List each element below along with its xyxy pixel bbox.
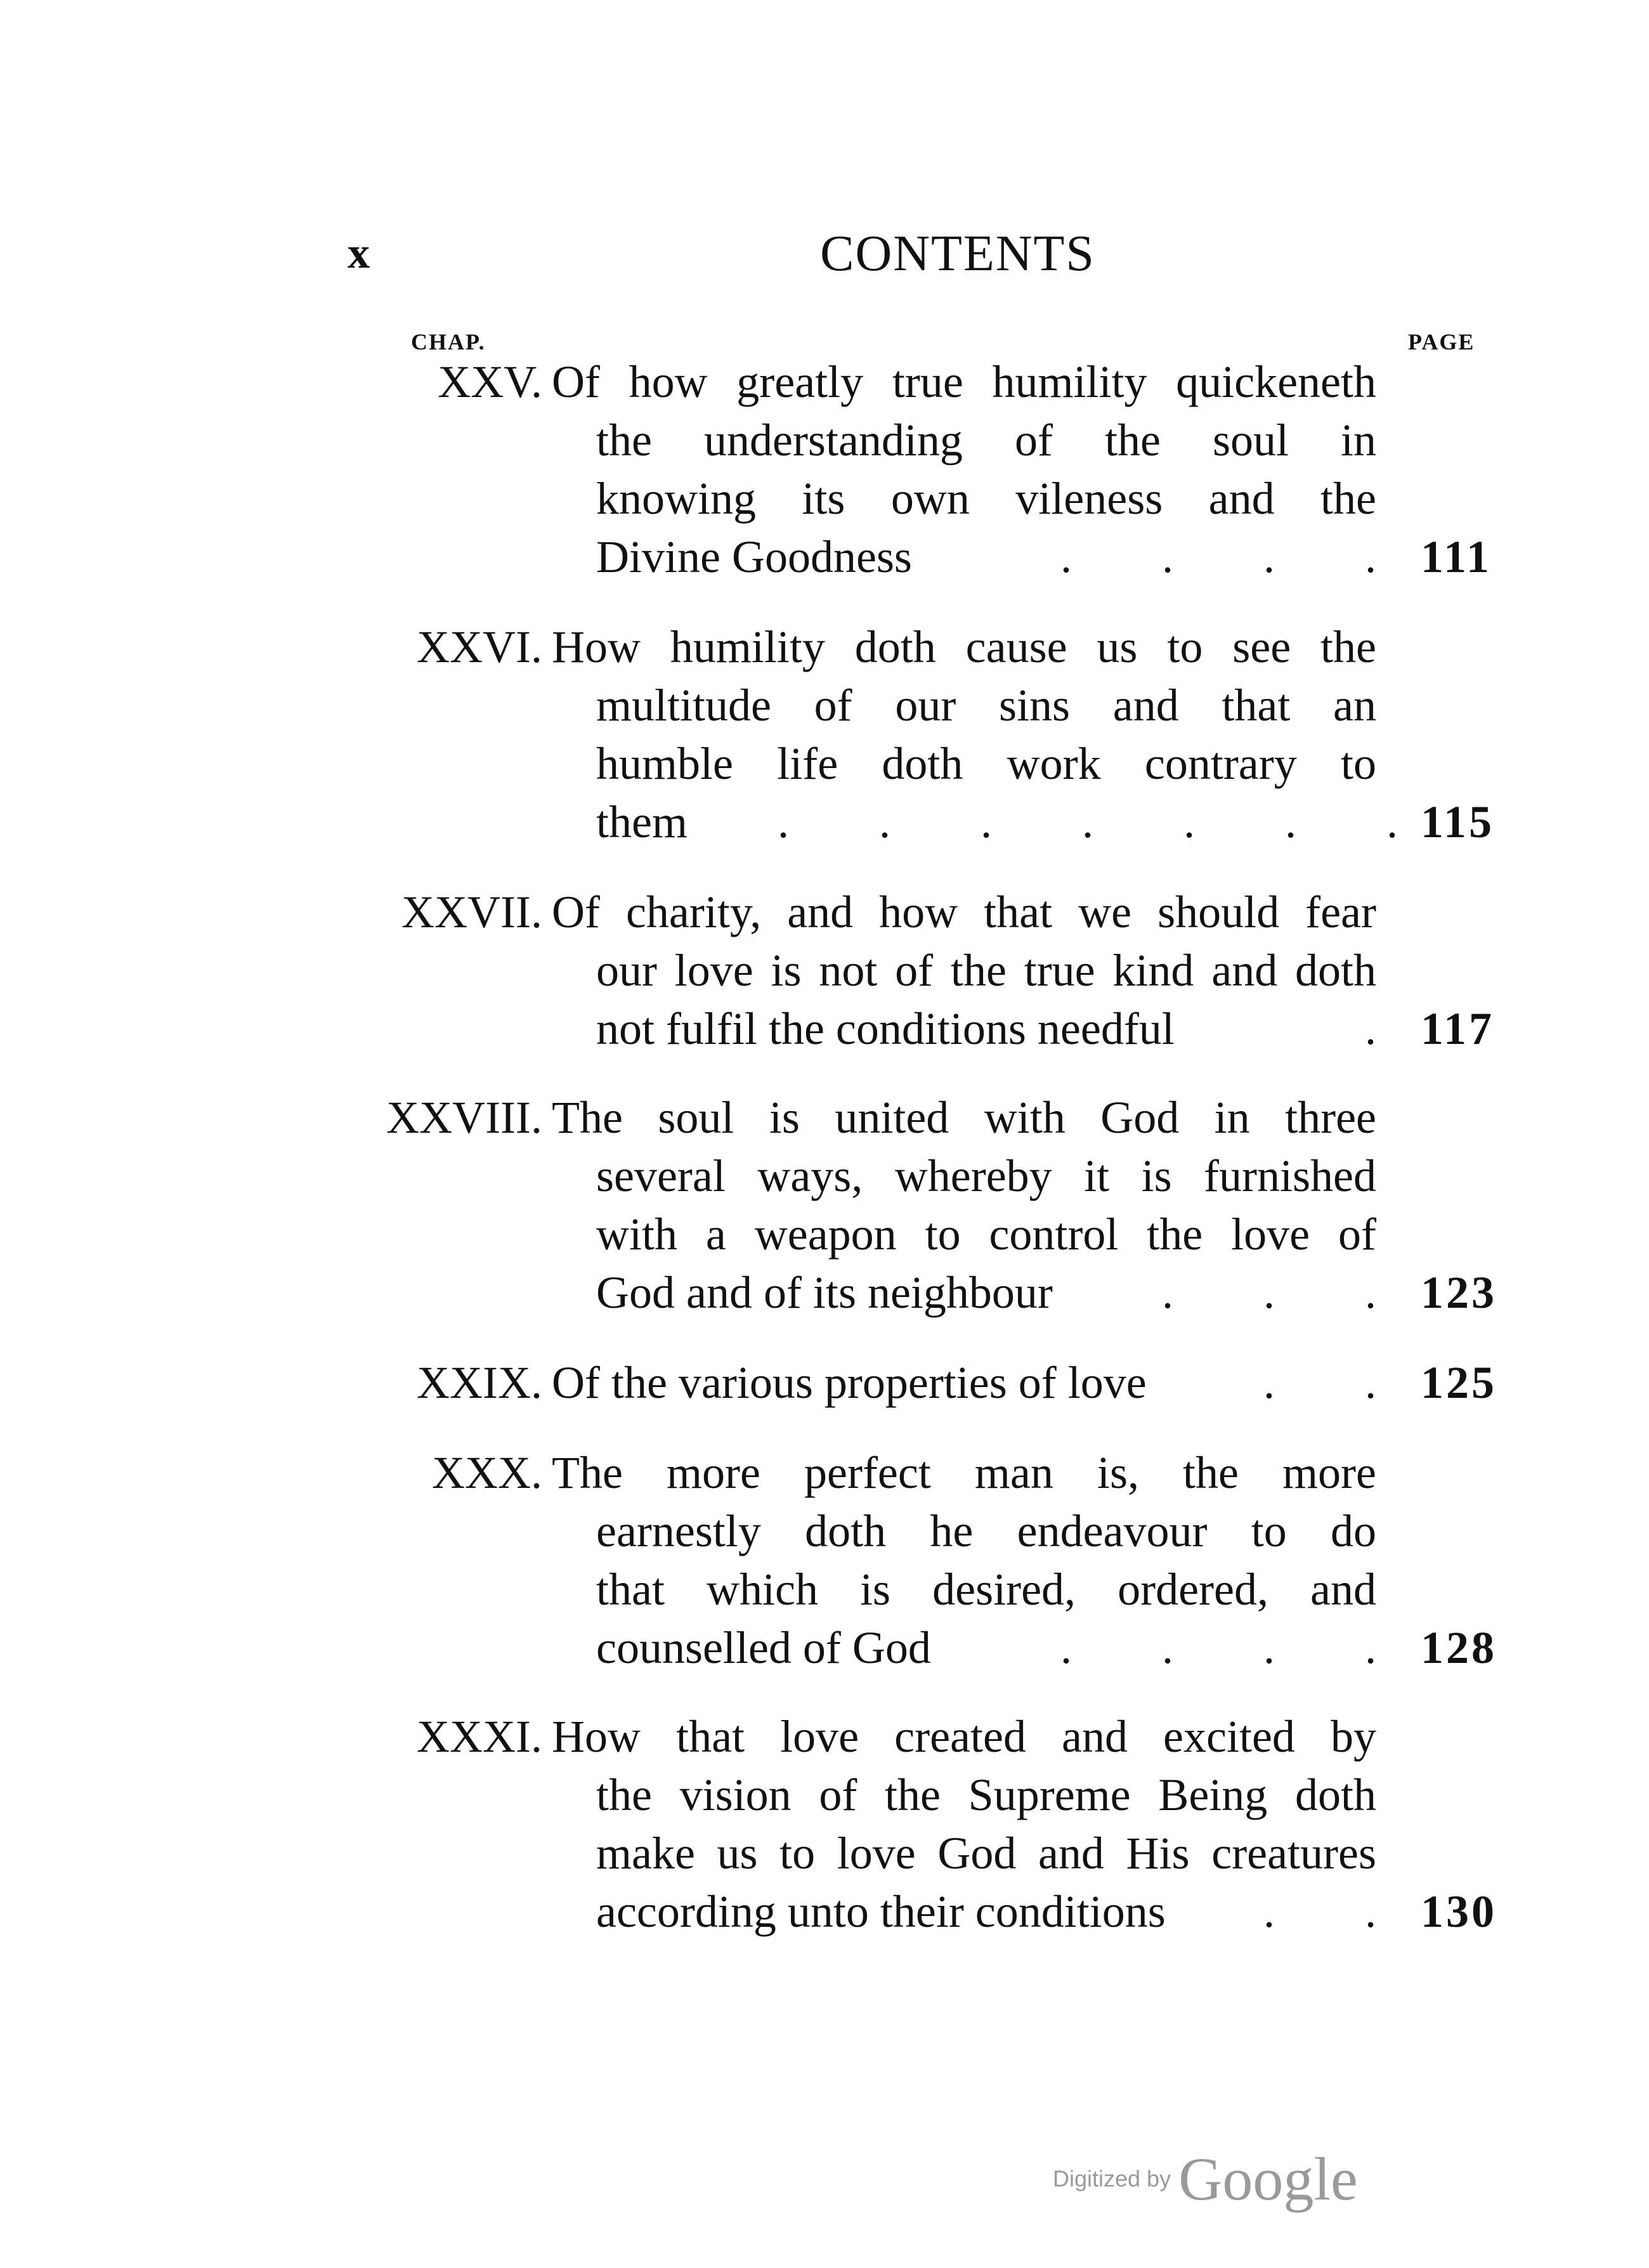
entry-line: humble life doth work contrary to [596, 738, 1376, 789]
entry-last-line [552, 1353, 1376, 1412]
entry-line: How humility doth cause us to see the [552, 622, 1376, 672]
entry-line: Of the various properties of love [552, 1357, 1147, 1408]
entry-line: the understanding of the soul in [596, 415, 1376, 466]
entry-line: How that love created and excited by [552, 1711, 1376, 1762]
entry-last-line [552, 1619, 1376, 1677]
chapter-numeral: XXXI. [417, 1711, 542, 1762]
entry-line: The more perfect man is, the more [552, 1447, 1376, 1498]
dot-leader: . [1365, 1003, 1376, 1054]
dot-leader: . . [1263, 1357, 1376, 1408]
entry-line: our love is not of the true kind and doth [596, 945, 1376, 996]
chapter-numeral: XXVI. [417, 622, 542, 672]
page-number: x [348, 229, 370, 278]
entry-line: The soul is united with God in three [552, 1092, 1376, 1143]
dot-leader: . . [1263, 1886, 1376, 1937]
dot-leader: . . . . [1060, 1622, 1376, 1673]
entry-line: make us to love God and His creatures [596, 1828, 1376, 1879]
entry-line: multitude of our sins and that an [596, 680, 1376, 731]
running-head: CONTENTS [820, 226, 1095, 282]
chapter-numeral: XXVII. [401, 887, 542, 937]
page-ref: 115 [1421, 797, 1495, 847]
page-ref: 123 [1421, 1267, 1497, 1318]
page-ref: 130 [1421, 1886, 1497, 1937]
entry-line: not fulfil the conditions needful [596, 1003, 1175, 1054]
page-ref: 128 [1421, 1622, 1497, 1673]
chap-column-label: CHAP. [411, 329, 486, 355]
chapter-numeral: XXV. [438, 356, 542, 407]
entry-line: knowing its own vileness and the [596, 473, 1376, 524]
entry-line: Divine Goodness [596, 531, 912, 582]
chapter-numeral: XXIX. [417, 1357, 542, 1408]
entry-line: Of charity, and how that we should fear [552, 887, 1376, 937]
entry-line: earnestly doth he endeavour to do [596, 1506, 1376, 1556]
entry-last-line [552, 1000, 1376, 1058]
digitized-watermark [1053, 2144, 1358, 2214]
entry-line: God and of its neighbour [596, 1267, 1053, 1318]
chapter-numeral: XXVIII. [386, 1092, 542, 1143]
entry-line: according unto their conditions [596, 1886, 1166, 1937]
entry-line: with a weapon to control the love of [596, 1209, 1376, 1260]
entry-last-line [552, 528, 1376, 586]
page-column-label: PAGE [1408, 329, 1475, 355]
dot-leader: . . . [1162, 1267, 1376, 1318]
watermark-prefix: Digitized by [1053, 2165, 1171, 2192]
entry-line: them [596, 797, 688, 847]
dot-leader: . . . . [1060, 531, 1376, 582]
entry-last-line [552, 1882, 1376, 1941]
watermark-brand: Google [1178, 2145, 1358, 2213]
entry-line: that which is desired, ordered, and [596, 1564, 1376, 1615]
dot-leader: . . . . . . . [777, 797, 1398, 847]
entry-last-line [552, 793, 1398, 851]
entry-line: several ways, whereby it is furnished [596, 1150, 1376, 1201]
entry-line: Of how greatly true humility quickeneth [552, 356, 1376, 407]
entry-line: the vision of the Supreme Being doth [596, 1769, 1376, 1820]
chapter-numeral: XXX. [432, 1447, 542, 1498]
page-ref: 111 [1421, 531, 1492, 582]
page-ref: 117 [1421, 1003, 1495, 1054]
entry-line: counselled of God [596, 1622, 931, 1673]
page-ref: 125 [1421, 1357, 1497, 1408]
entry-last-line [552, 1263, 1376, 1322]
